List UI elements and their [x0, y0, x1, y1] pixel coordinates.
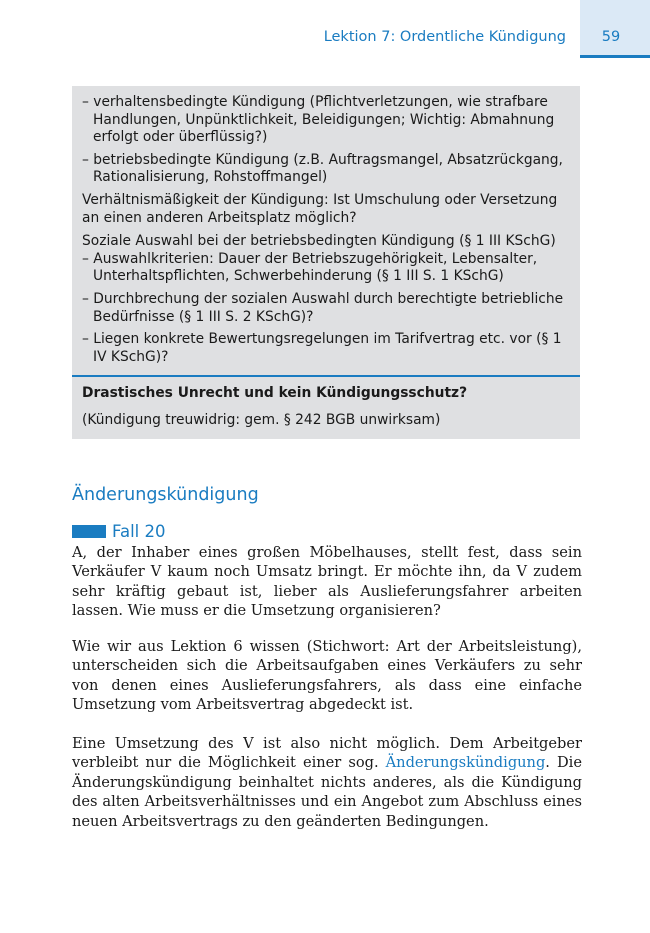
box-divider: [72, 375, 580, 377]
social-selection-text: Soziale Auswahl bei der betriebsbedingten Kündigung (§ 1 III KSchG): [82, 233, 556, 250]
highlighted-term: Änderungskündigung: [385, 754, 546, 772]
bullet-operational-needs: – Durchbrechung der sozialen Auswahl durch berechtigte betriebliche Bedürfnisse (§ 1 III S. 2 KSchG)?: [82, 290, 564, 325]
case-label: Fall 20: [112, 522, 166, 541]
page-number-box: [580, 0, 650, 58]
bullet-selection-criteria: – Auswahlkriterien: Dauer der Betriebszugehörigkeit, Lebensalter, Unterhaltspflichten, Schwerbehinderung (§ 1 III S. 1 KSchG): [82, 250, 538, 285]
bullet-operational-dismissal: – betriebsbedingte Kündigung (z.B. Auftragsmangel, Absatzrückgang, Rationalisierung, Rohstoffmangel): [82, 151, 563, 186]
bullet-collective-agreement: – Liegen konkrete Bewertungsregelungen im Tarifvertrag etc. vor (§ 1 IV KSchG)?: [82, 331, 562, 365]
running-header-title: Lektion 7: Ordentliche Kündigung: [323, 29, 566, 45]
box-question: Drastisches Unrecht und kein Kündigungsschutz?: [82, 385, 468, 401]
paragraph-3: [72, 734, 582, 831]
paragraph-3-before: Eine Umsetzung des V ist also nicht möglich. Dem Arbeitgeber verbleibt nur die Möglichkeit einer sog.: [72, 735, 582, 772]
case-marker-bar: [72, 525, 106, 538]
box-answer: (Kündigung treuwidrig: gem. § 242 BGB unwirksam): [82, 411, 441, 428]
paragraph-2: Wie wir aus Lektion 6 wissen (Stichwort: Art der Arbeitsleistung), unterscheiden sich die Arbeitsaufgaben eines Verkäufers zu sehr von denen eines Auslieferungsfahrers, als dass eine einfache Umsetzung vom Arbeitsvertrag abgedeckt ist.: [72, 638, 582, 714]
page-number-underline: [580, 55, 650, 58]
case-text: A, der Inhaber eines großen Möbelhauses, stellt fest, dass sein Verkäufer V kaum noch Umsatz bringt. Er möchte ihn, da V zudem sehr kräftig gebaut ist, lieber als Auslieferungsfahrer arbeiten lassen. Wie muss er die Umsetzung organisieren?: [72, 544, 582, 620]
bullet-conduct-dismissal: – verhaltensbedingte Kündigung (Pflichtverletzungen, wie strafbare Handlungen, Unpünktlichkeit, Beleidigungen; Wichtig: Abmahnung erfolgt oder überflüssig?): [82, 94, 555, 146]
section-heading: Änderungskündigung: [72, 485, 259, 505]
proportionality-text: Verhältnismäßigkeit der Kündigung: Ist Umschulung oder Versetzung an einen anderen Arbeitsplatz möglich?: [82, 191, 558, 226]
paragraph-3-after: . Die Änderungskündigung beinhaltet nichts anderes, als die Kündigung des alten Arbeitsverhältnisses und ein Angebot zum Abschluss eines neuen Arbeitsvertrags zu den geänderten Bedingungen.: [72, 754, 582, 830]
box-bottom-section: [82, 385, 574, 429]
summary-box: [72, 86, 580, 439]
page-number: 59: [601, 29, 621, 45]
summary-box-content: [82, 94, 574, 371]
